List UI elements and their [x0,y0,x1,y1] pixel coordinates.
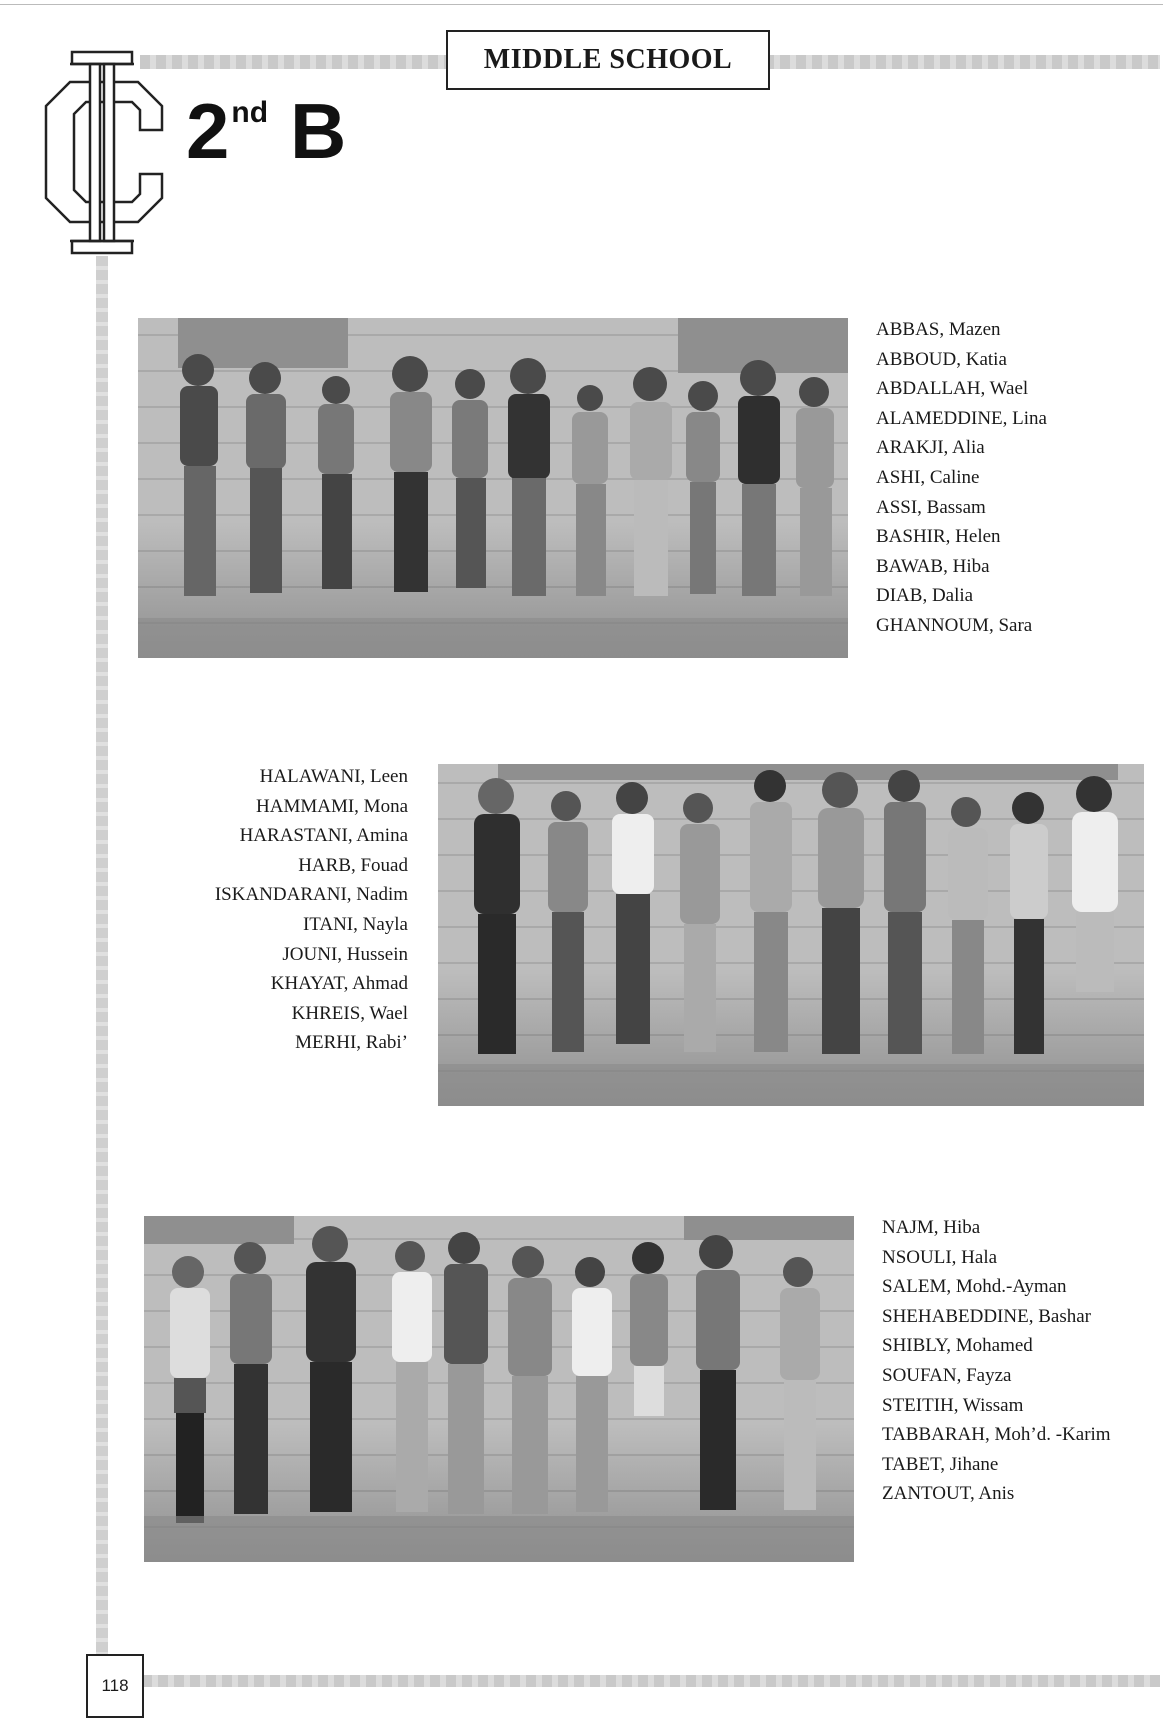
student-name: ABBOUD, Katia [876,348,1007,370]
student-name: ASHI, Caline [876,466,980,488]
class-photo-2 [438,764,1144,1106]
student-name: KHAYAT, Ahmad [270,973,408,995]
name-list-2 [150,762,408,1058]
class-number: 2 [186,87,230,175]
student-name: MERHI, Rabi’ [295,1032,408,1054]
name-list-3 [882,1213,1111,1509]
student-name: HALAWANI, Leen [259,766,408,787]
student-name: HARASTANI, Amina [239,825,408,847]
section-title: MIDDLE SCHOOL [446,30,770,90]
student-name: SHEHABEDDINE, Bashar [882,1305,1091,1327]
student-name: ABDALLAH, Wael [876,378,1029,400]
student-name: SALEM, Mohd.-Ayman [882,1276,1067,1298]
student-name: TABET, Jihane [882,1453,999,1475]
student-name: SOUFAN, Fayza [882,1364,1012,1386]
student-name: BASHIR, Helen [876,526,1001,548]
class-suffix: nd [231,96,269,129]
class-photo-1 [138,318,848,658]
student-name: KHREIS, Wael [291,1002,408,1024]
page-number: 118 [86,1654,144,1718]
class-photo-3 [144,1216,854,1562]
class-title [186,87,347,175]
student-name: SHIBLY, Mohamed [882,1335,1033,1357]
student-name: HARB, Fouad [298,854,408,876]
side-bar [96,256,108,1668]
student-name: TABBARAH, Moh’d. -Karim [882,1424,1111,1446]
student-name: BAWAB, Hiba [876,555,990,577]
student-name: NAJM, Hiba [882,1217,981,1238]
student-name: DIAB, Dalia [876,585,974,607]
student-name: ZANTOUT, Anis [882,1483,1015,1505]
student-name: ITANI, Nayla [302,913,408,935]
name-list-1 [876,315,1047,641]
student-name: JOUNI, Hussein [282,943,408,965]
school-logo-icon [40,50,165,255]
student-name: STEITIH, Wissam [882,1394,1024,1416]
student-name: GHANNOUM, Sara [876,614,1033,636]
student-name: ALAMEDDINE, Lina [876,407,1047,429]
student-name: HAMMAMI, Mona [256,795,408,817]
student-name: ASSI, Bassam [876,496,986,518]
student-name: ARAKJI, Alia [876,437,985,459]
student-name: NSOULI, Hala [882,1246,998,1268]
student-name: ABBAS, Mazen [876,319,1001,340]
top-rule [0,4,1163,5]
student-name: ISKANDARANI, Nadim [214,884,408,906]
class-letter: B [290,87,347,175]
footer-band [142,1675,1160,1687]
